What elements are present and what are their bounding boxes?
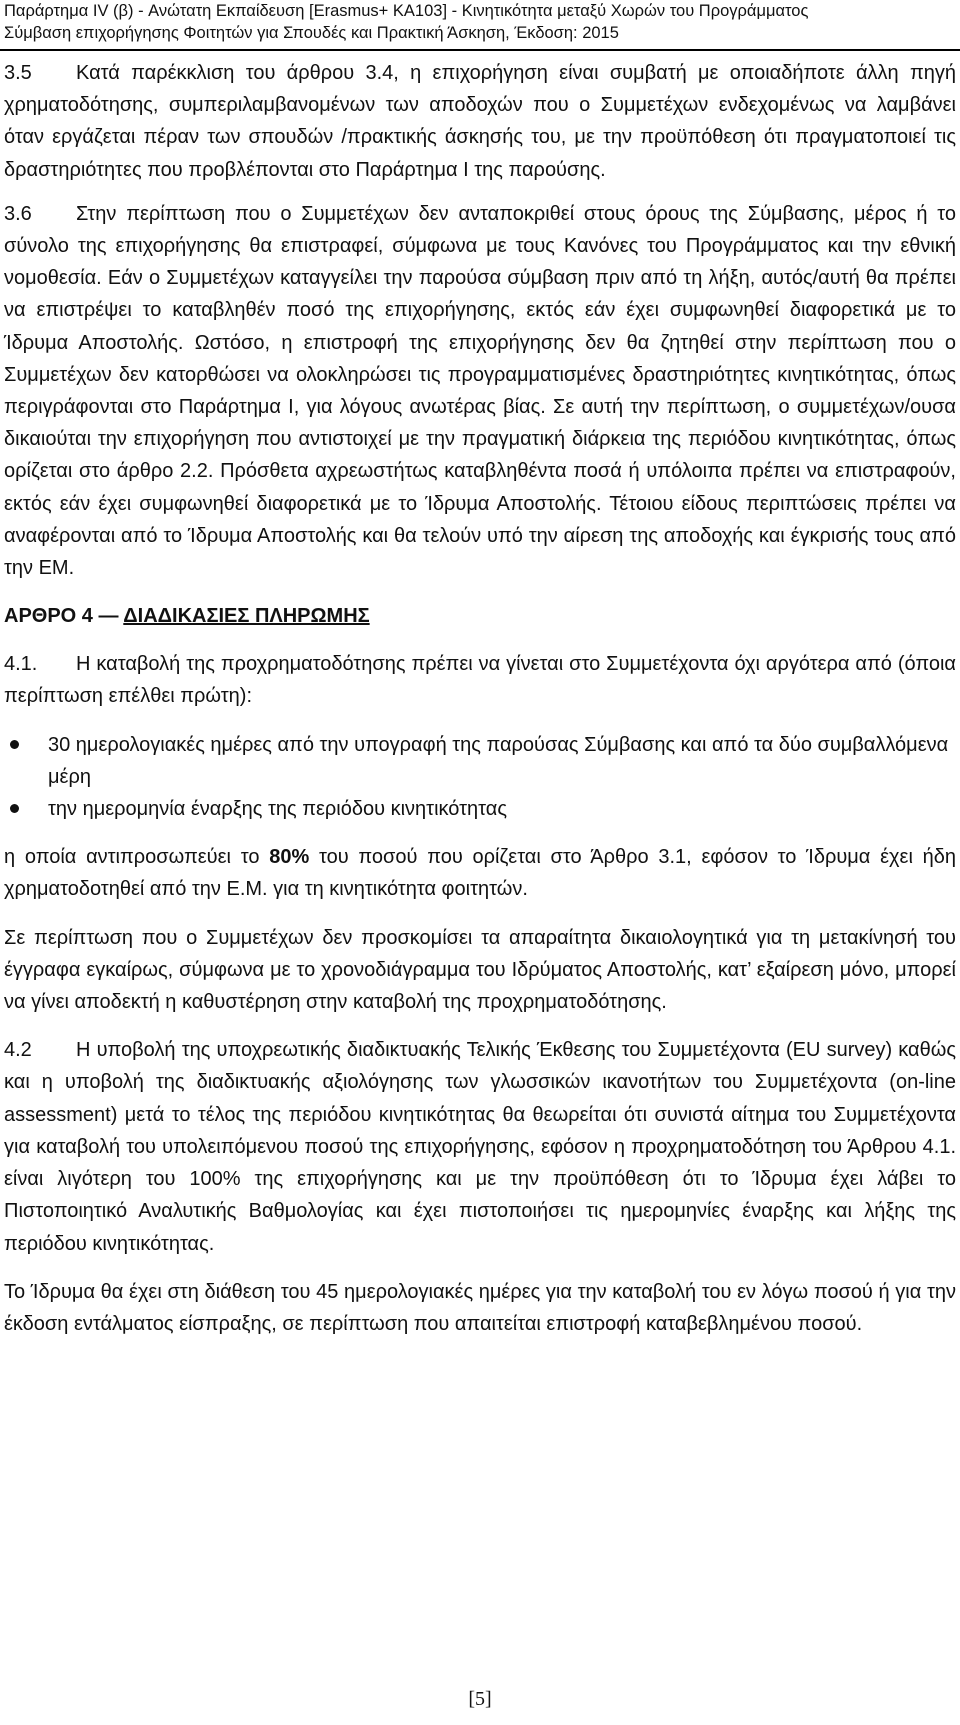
article-4-prefix: ΑΡΘΡΟ 4 — xyxy=(4,605,124,628)
section-3-5 xyxy=(4,57,956,186)
section-3-5-text: Κατά παρέκκλιση του άρθρου 3.4, η επιχορήγηση είναι συμβατή με οποιαδήποτε άλλη πηγή χρηματοδότησης, συμπεριλαμβανομένων των αποδοχών που ο Συμμετέχων ενδεχομένως να λαμβάνει όταν εργάζεται πέραν των σπουδών /πρακτικής άσκησής του, με την προϋπόθεση ότι πραγματοποιεί τις δραστηριότητες που προβλέπονται στο Παράρτημα I της παρούσης. xyxy=(4,62,956,181)
bullet-icon xyxy=(10,740,19,749)
header-line-1: Παράρτημα IV (β) - Ανώτατη Εκπαίδευση [Erasmus+ KA103] - Κινητικότητα μεταξύ Χωρών του Προγράμματος xyxy=(4,2,809,20)
section-4-2-text: Η υποβολή της υποχρεωτικής διαδικτυακής Τελικής Έκθεσης του Συμμετέχοντα (EU survey) καθώς και η υποβολή της διαδικτυακής αξιολόγησης των γλωσσικών ικανοτήτων του Συμμετέχοντα (on-line assessment) μετά το τέλος της περιόδου κινητικότητας θα θεωρείται ότι συνιστά αίτημα του Συμμετέχοντα για καταβολή του υπολειπόμενου ποσού της επιχορήγησης, εφόσον η προχρηματοδότηση του Άρθρου 4.1. είναι λιγότερη του 100% της επιχορήγησης και με την προϋπόθεση ότι το Ίδρυμα έχει λάβει το Πιστοποιητικό Αναλυτικής Βαθμολογίας και έχει πιστοποιήσει τις ημερομηνίες έναρξης και λήξης της περιόδου κινητικότητας. xyxy=(4,1039,956,1255)
bullet-icon xyxy=(10,804,19,813)
section-4-2-paragraph-2: Το Ίδρυμα θα έχει στη διάθεση του 45 ημερολογιακές ημέρες για την καταβολή του εν λόγω ποσού ή για την έκδοση εντάλματος είσπραξης, σε περίπτωση που απαιτείται επιστροφή καταβεβλημένου ποσού. xyxy=(4,1280,956,1335)
section-3-6 xyxy=(4,198,956,584)
section-3-6-number: 3.6 xyxy=(4,202,32,225)
header-divider xyxy=(0,49,960,51)
section-4-1-paragraph-2: Σε περίπτωση που ο Συμμετέχων δεν προσκομίσει τα απαραίτητα δικαιολογητικά για τη μετακίνησή του έγγραφα εγκαίρως, σύμφωνα με το χρονοδιάγραμμα του Ιδρύματος Αποστολής, κατ’ εξαίρεση μόνο, μπορεί να γίνει αποδεκτή η καθυστέρηση στην καταβολή της προχρηματοδότησης. xyxy=(4,926,956,1014)
section-4-2-number: 4.2 xyxy=(4,1039,32,1062)
page-header xyxy=(4,0,954,44)
section-3-6-text: Στην περίπτωση που ο Συμμετέχων δεν ανταποκριθεί στους όρους της Σύμβασης, μέρος ή το σύνολο της επιχορήγησης θα επιστραφεί, σύμφωνα με τους Κανόνες του Προγράμματος και την εθνική νομοθεσία. Εάν ο Συμμετέχων καταγγείλει την παρούσα σύμβαση πριν από τη λήξη, αυτός/αυτή θα πρέπει να επιστρέψει το καταβληθέν ποσό της επιχορήγησης, εκτός εάν έχει συμφωνηθεί διαφορετικά με το Ίδρυμα Αποστολής. Ωστόσο, η επιστροφή της επιχορήγησης δεν θα ζητηθεί στην περίπτωση που ο Συμμετέχων δεν κατορθώσει να ολοκληρώσει τις προγραμματισμένες δραστηριότητες κινητικότητας, όπως περιγράφονται στο Παράρτημα I, για λόγους ανωτέρας βίας. Σε αυτή την περίπτωση, ο συμμετέχων/ουσα δικαιούται την επιχορήγηση που αντιστοιχεί με την πραγματική διάρκεια της περιόδου κινητικότητας, όπως ορίζεται στο άρθρο 2.2. Πρόσθετα αχρεωστήτως καταβληθέντα ποσά ή υπόλοιπα πρέπει να επιστραφούν, εκτός εάν έχει συμφωνηθεί διαφορετικά με το Ίδρυμα Αποστολής. Τέτοιου είδους περιπτώσεις πρέπει να αναφέρονται από το Ίδρυμα Αποστολής και θα τελούν υπό την αίρεση της αποδοχής και έγκρισής τους από την ΕΜ. xyxy=(4,202,956,580)
section-4-1-number: 4.1. xyxy=(4,653,38,676)
section-4-1 xyxy=(4,648,956,712)
payment-deadline-list xyxy=(4,729,956,826)
section-4-2 xyxy=(4,1034,956,1259)
section-4-1-text: Η καταβολή της προχρηματοδότησης πρέπει να γίνεται στο Συμμετέχοντα όχι αργότερα από (όποια περίπτωση επέλθει πρώτη): xyxy=(4,653,956,708)
document-body xyxy=(4,57,956,1340)
page-number: [5] xyxy=(468,1688,492,1710)
list-item: την ημερομηνία έναρξης της περιόδου κινητικότητας xyxy=(4,793,956,825)
list-item: 30 ημερολογιακές ημέρες από την υπογραφή της παρούσας Σύμβασης και από τα δύο συμβαλλόμενα μέρη xyxy=(4,729,956,793)
article-4-title: ΔΙΑΔΙΚΑΣΙΕΣ ΠΛΗΡΩΜΗΣ xyxy=(123,605,370,628)
section-3-5-number: 3.5 xyxy=(4,62,32,84)
article-4-heading xyxy=(4,600,956,632)
header-line-2: Σύμβαση επιχορήγησης Φοιτητών για Σπουδές και Πρακτική Άσκηση, Έκδοση: 2015 xyxy=(4,24,619,42)
percentage-highlight: 80% xyxy=(269,846,310,869)
section-4-1-continuation: η οποία αντιπροσωπεύει το 80% του ποσού που ορίζεται στο Άρθρο 3.1, εφόσον το Ίδρυμα έχει ήδη χρηματοδοτηθεί από την Ε.Μ. για τη κινητικότητα φοιτητών. xyxy=(4,846,957,901)
